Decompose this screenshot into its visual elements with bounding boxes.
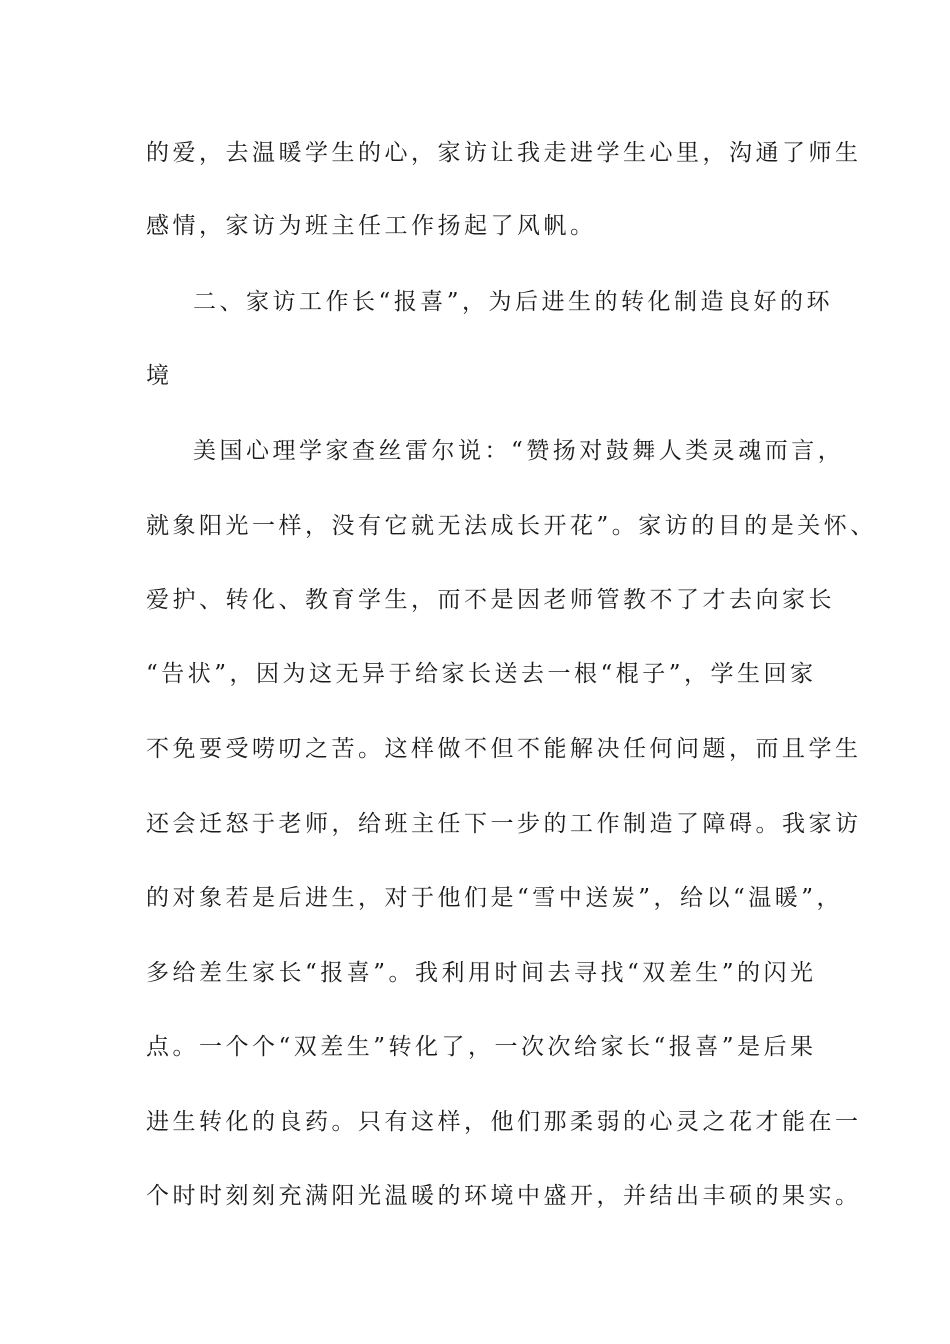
- text-line: 就象阳光一样，没有它就无法成长开花”。家访的目的是关怀、: [146, 513, 877, 539]
- section-heading: 二、家访工作长“报喜”，为后进生的转化制造良好的环: [193, 289, 834, 315]
- section-heading-continuation: 境: [146, 363, 173, 389]
- text-line: 不免要受唠叨之苦。这样做不但不能解决任何问题，而且学生: [146, 736, 862, 762]
- text-line: 进生转化的良药。只有这样，他们那柔弱的心灵之花才能在一: [146, 1109, 862, 1135]
- text-line: 个时时刻刻充满阳光温暖的环境中盛开，并结出丰硕的果实。: [146, 1183, 862, 1209]
- text-line: 爱护、转化、教育学生，而不是因老师管教不了才去向家长: [146, 587, 835, 613]
- text-line: 点。一个个“双差生”转化了，一次次给家长“报喜”是后果: [146, 1034, 817, 1060]
- text-line: “告状”，因为这无异于给家长送去一根“棍子”，学生回家: [146, 661, 817, 687]
- text-line: 还会迁怒于老师，给班主任下一步的工作制造了障碍。我家访: [146, 811, 862, 837]
- text-line: 的对象若是后进生，对于他们是“雪中送炭”，给以“温暖”，: [146, 885, 844, 911]
- text-line: 感情，家访为班主任工作扬起了风帆。: [146, 213, 597, 239]
- text-line: 的爱，去温暖学生的心，家访让我走进学生心里，沟通了师生: [146, 140, 862, 166]
- text-line: 多给差生家长“报喜”。我利用时间去寻找“双差生”的闪光: [146, 960, 817, 986]
- paragraph-first-line: 美国心理学家查丝雷尔说：“赞扬对鼓舞人类灵魂而言，: [193, 438, 845, 464]
